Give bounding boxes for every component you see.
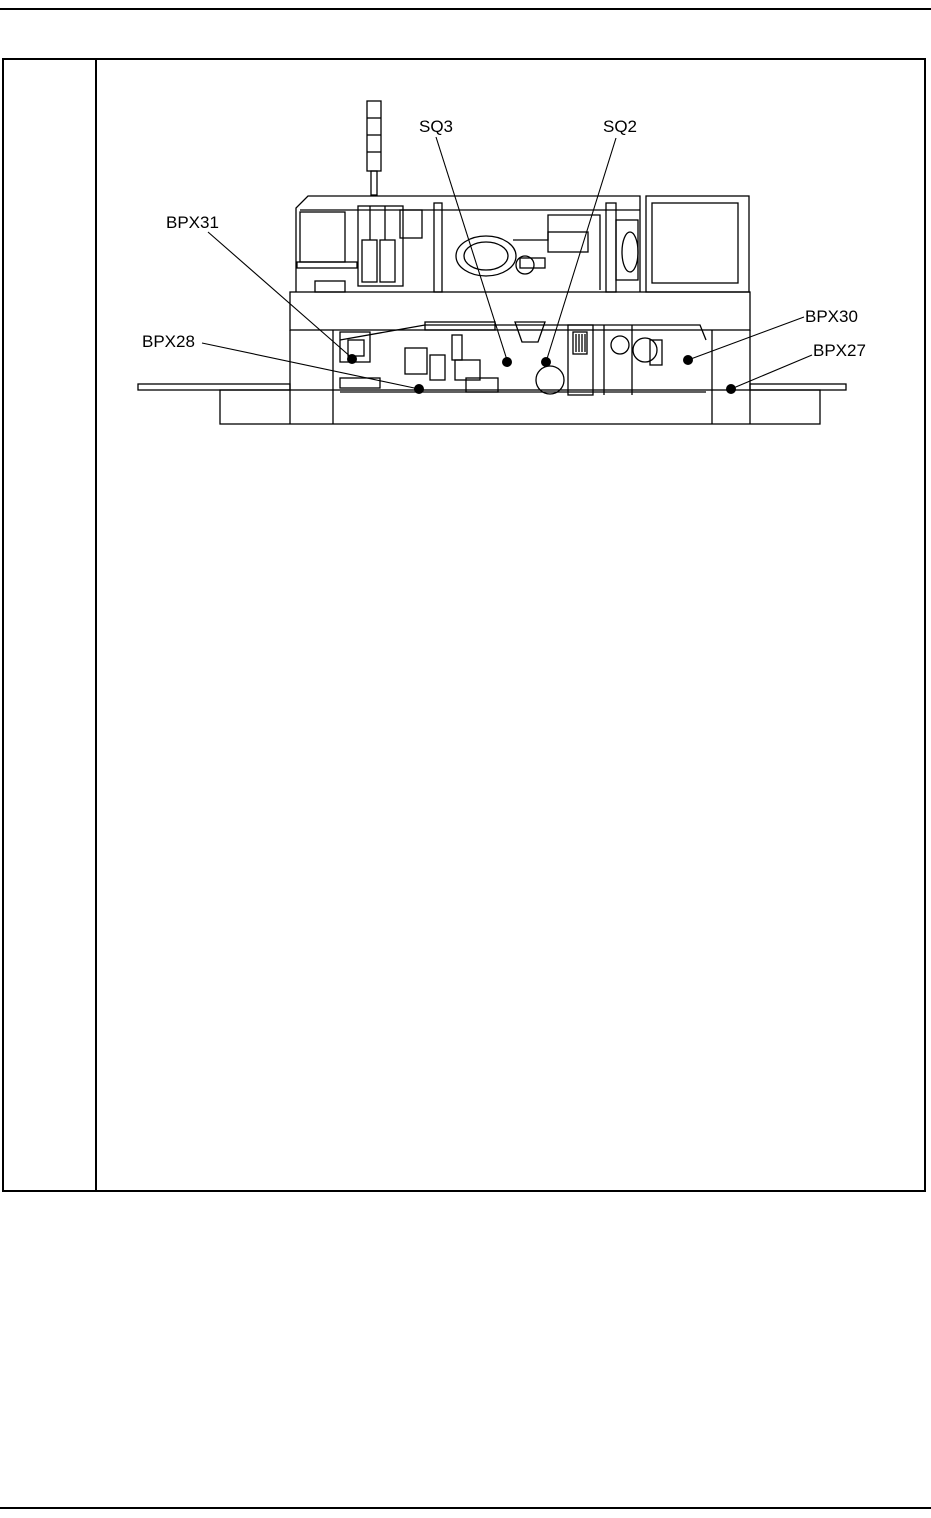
sq2-marker	[541, 357, 551, 367]
label-bpx31: BPX31	[166, 213, 219, 232]
label-sq2: SQ2	[603, 117, 638, 136]
label-bpx30: BPX30	[805, 307, 858, 326]
bpx27-marker	[726, 384, 736, 394]
label-sq3: SQ3	[419, 117, 454, 136]
label-bpx27: BPX27	[813, 341, 866, 360]
upper-cabinet	[296, 196, 749, 292]
sq3-marker	[502, 357, 512, 367]
label-bpx28: BPX28	[142, 332, 195, 351]
signal-tower	[367, 101, 381, 195]
middle-plate	[290, 292, 750, 330]
bpx28-marker	[414, 384, 424, 394]
base-and-conveyor	[138, 384, 846, 424]
bpx31-marker	[347, 354, 357, 364]
bpx30-marker	[683, 355, 693, 365]
leader-lines	[202, 137, 812, 389]
lower-body	[290, 322, 750, 424]
